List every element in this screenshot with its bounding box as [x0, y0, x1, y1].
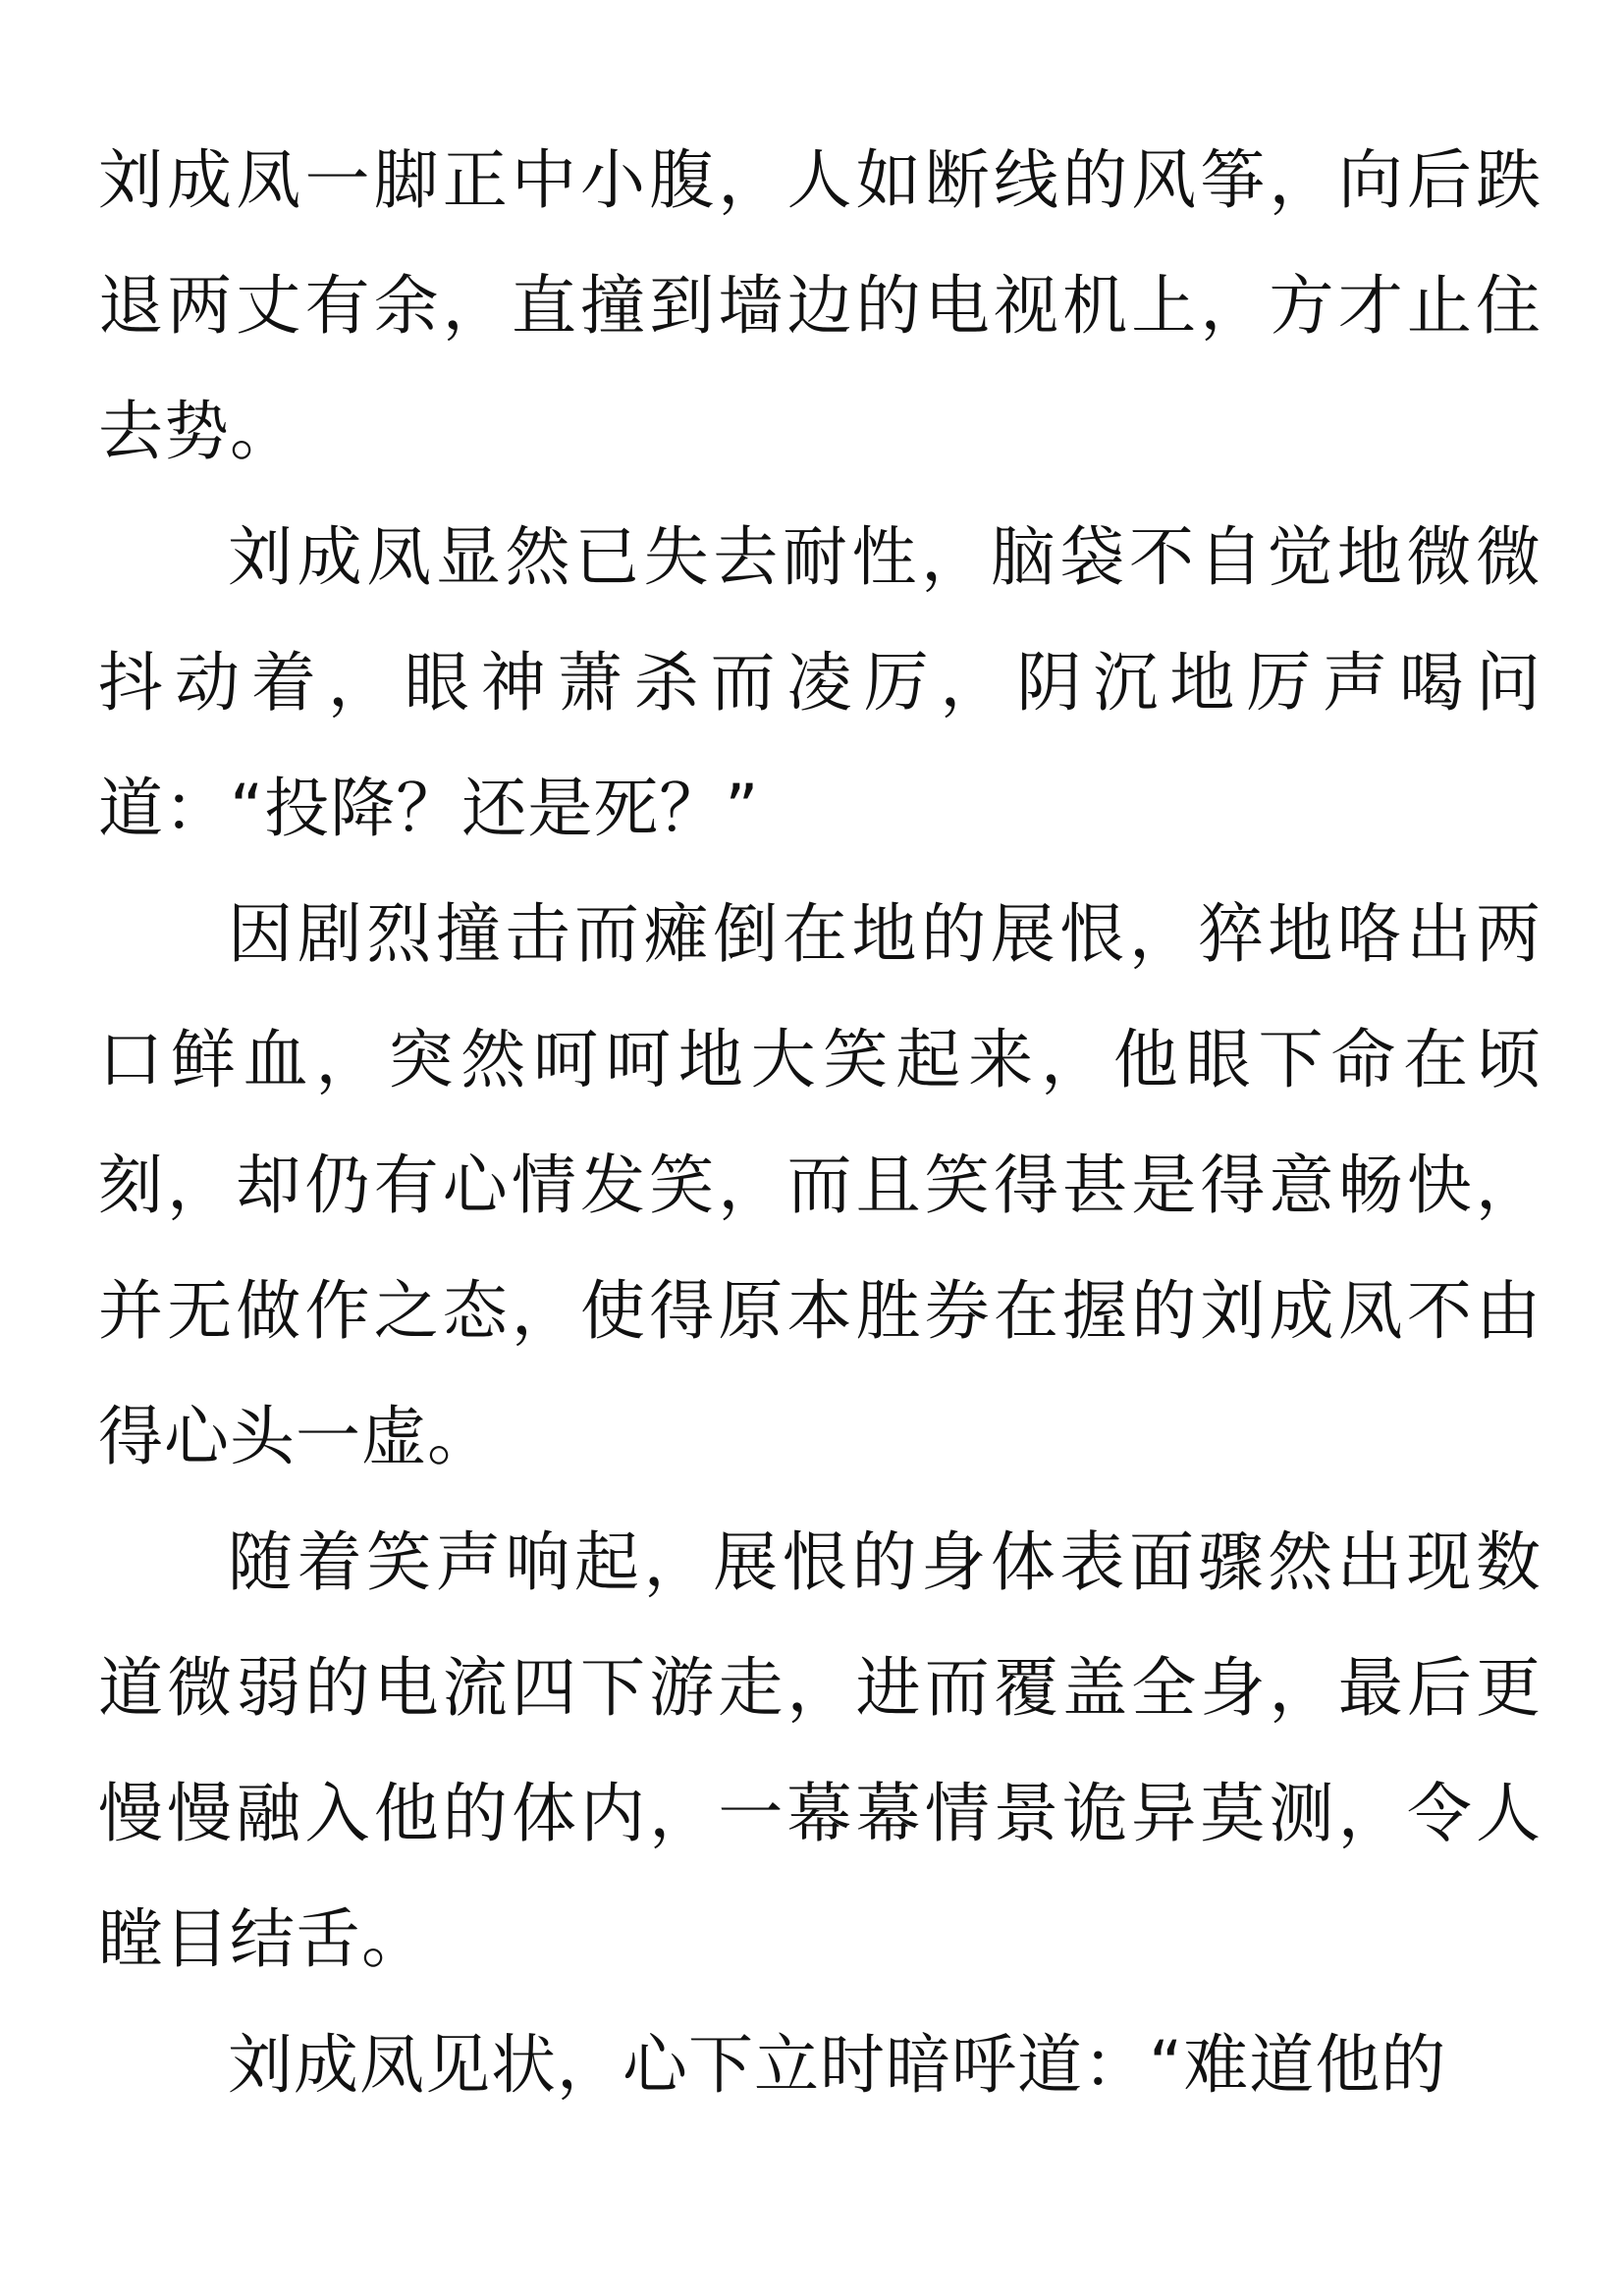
body-text: [98, 118, 1542, 2128]
paragraph: 刘成凤显然已失去耐性，脑袋不自觉地微微抖动着，眼神萧杀而凌厉，阴沉地厉声喝问道：“投降？还是死？”: [98, 519, 1542, 846]
paragraph: 刘成凤一脚正中小腹，人如断线的风筝，向后跌退两丈有余，直撞到墙边的电视机上，方才止住去势。: [98, 142, 1542, 469]
paragraph: 随着笑声响起，展恨的身体表面骤然出现数道微弱的电流四下游走，进而覆盖全身，最后更慢慢融入他的体内，一幕幕情景诡异莫测，令人瞠目结舌。: [98, 1524, 1542, 1977]
paragraph: 因剧烈撞击而瘫倒在地的展恨，猝地咯出两口鲜血，突然呵呵地大笑起来，他眼下命在顷刻，却仍有心情发笑，而且笑得甚是得意畅快，并无做作之态，使得原本胜券在握的刘成凤不由得心头一虚。: [98, 896, 1542, 1474]
paragraph: 刘成凤见状，心下立时暗呼道：“难道他的: [228, 2027, 1447, 2103]
